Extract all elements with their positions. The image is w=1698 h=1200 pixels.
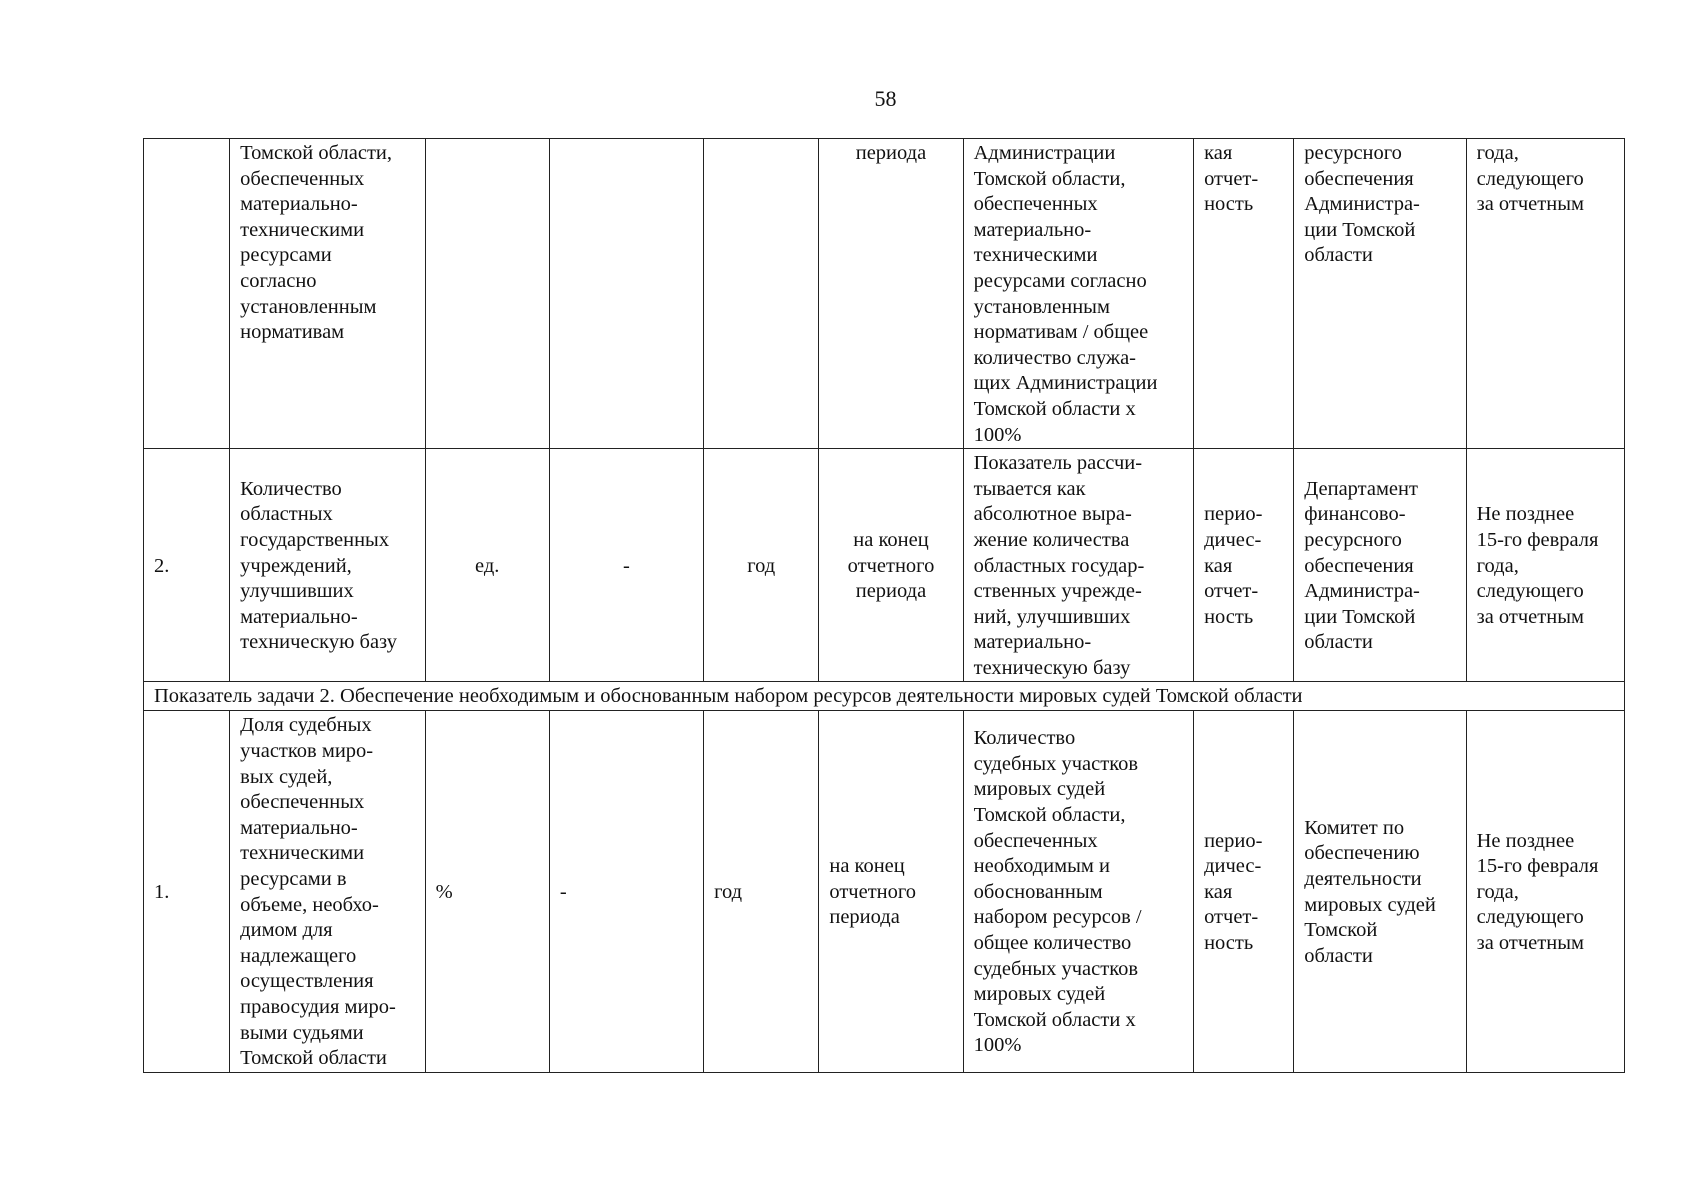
- deadline-cell: Не позднее 15-го февраля года, следующего за отчетным: [1466, 711, 1624, 1072]
- indicator-name-cell: Количество областных государственных учреждений, улучшивших материально- техническую базу: [230, 449, 425, 682]
- moment-cell: на конец отчетного периода: [819, 449, 963, 682]
- responsible-cell: ресурсного обеспечения Администра- ции Томской области: [1294, 139, 1466, 449]
- period-cell: год: [704, 711, 819, 1072]
- base-value-cell: [549, 139, 703, 449]
- table-row: [144, 449, 1625, 682]
- responsible-cell: Комитет по обеспечению деятельности мировых судей Томской области: [1294, 711, 1466, 1072]
- deadline-cell: года, следующего за отчетным: [1466, 139, 1624, 449]
- indicator-name-cell: Доля судебных участков миро- вых судей, обеспеченных материально- техническими ресурсами в объеме, необхо- димом для надлежащего осуществления правосудия миро- выми судьями Томской области: [230, 711, 425, 1072]
- table-row: [144, 711, 1625, 1072]
- unit-cell: [425, 139, 549, 449]
- report-form-cell: кая отчет- ность: [1194, 139, 1294, 449]
- row-number-cell: 1.: [144, 711, 230, 1072]
- period-cell: [704, 139, 819, 449]
- report-form-cell: перио- дичес- кая отчет- ность: [1194, 449, 1294, 682]
- indicators-table: [143, 138, 1625, 1073]
- responsible-cell: Департамент финансово- ресурсного обеспечения Администра- ции Томской области: [1294, 449, 1466, 682]
- method-cell: Количество судебных участков мировых судей Томской области, обеспеченных необходимым и обоснованным набором ресурсов / общее количество судебных участков мировых судей Томской области х 100%: [963, 711, 1193, 1072]
- unit-cell: %: [425, 711, 549, 1072]
- period-cell: год: [704, 449, 819, 682]
- deadline-cell: Не позднее 15-го февраля года, следующего за отчетным: [1466, 449, 1624, 682]
- base-value-cell: -: [549, 711, 703, 1072]
- moment-cell: периода: [819, 139, 963, 449]
- indicator-name-cell: Томской области, обеспеченных материально- техническими ресурсами согласно установленным нормативам: [230, 139, 425, 449]
- moment-cell: на конец отчетного периода: [819, 711, 963, 1072]
- method-cell: Администрации Томской области, обеспеченных материально- техническими ресурсами согласно установленным нормативам / общее количество служа- щих Администрации Томской области х 100%: [963, 139, 1193, 449]
- base-value-cell: -: [549, 449, 703, 682]
- report-form-cell: перио- дичес- кая отчет- ность: [1194, 711, 1294, 1072]
- table-row: [144, 139, 1625, 449]
- unit-cell: ед.: [425, 449, 549, 682]
- section-heading-row: [144, 682, 1625, 711]
- section-heading: Показатель задачи 2. Обеспечение необходимым и обоснованным набором ресурсов деятельности мировых судей Томской области: [144, 682, 1625, 711]
- method-cell: Показатель рассчи- тывается как абсолютное выра- жение количества областных государ- ственных учрежде- ний, улучшивших материально- техническую базу: [963, 449, 1193, 682]
- page-number: 58: [874, 86, 897, 111]
- row-number-cell: [144, 139, 230, 449]
- row-number-cell: 2.: [144, 449, 230, 682]
